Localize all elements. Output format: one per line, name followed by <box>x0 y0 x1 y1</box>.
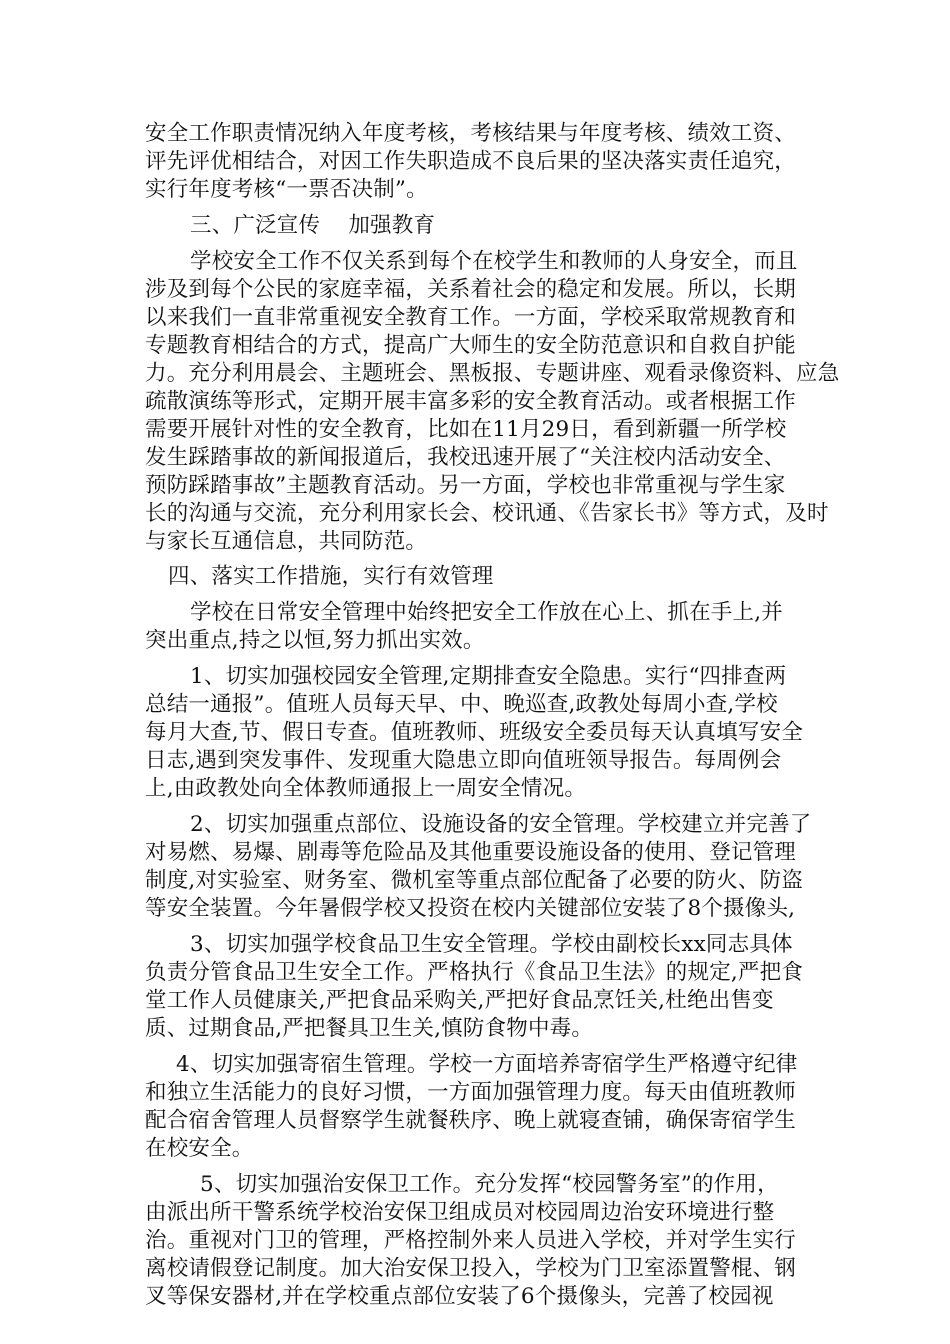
text-line: 治。重视对门卫的管理，严格控制外来人员进入学校，并对学生实行 <box>145 1228 797 1253</box>
section-heading: 四、落实工作措施，实行有效管理 <box>168 564 494 589</box>
text-line: 专题教育相结合的方式，提高广大师生的安全防范意识和自救自护能 <box>145 333 797 358</box>
text-line: 制度,对实验室、财务室、微机室等重点部位配备了必要的防火、防盗 <box>145 868 804 893</box>
text-line: 等安全装置。今年暑假学校又投资在校内关键部位安装了8个摄像头, <box>145 896 796 921</box>
text-line: 总结一通报”。值班人员每天早、中、晚巡查,政教处每周小查,学校 <box>145 692 778 717</box>
text-line: 由派出所干警系统学校治安保卫组成员对校园周边治安环境进行整 <box>145 1200 775 1225</box>
text-line: 预防踩踏事故”主题教育活动。另一方面，学校也非常重视与学生家 <box>145 473 786 498</box>
text-line: 发生踩踏事故的新闻报道后，我校迅速开展了“关注校内活动安全、 <box>145 445 786 470</box>
text-line: 突出重点,持之以恒,努力抓出实效。 <box>145 628 485 653</box>
text-line: 涉及到每个公民的家庭幸福，关系着社会的稳定和发展。所以，长期 <box>145 277 797 302</box>
text-line: 堂工作人员健康关,严把食品采购关,严把好食品烹饪关,杜绝出售变 <box>145 988 774 1013</box>
text-line: 配合宿舍管理人员督察学生就餐秩序、晚上就寝查铺，确保寄宿学生 <box>145 1108 797 1133</box>
text-line: 1、切实加强校园安全管理,定期排查安全隐患。实行“四排查两 <box>190 664 787 689</box>
text-line: 与家长互通信息，共同防范。 <box>145 529 428 554</box>
text-line: 以来我们一直非常重视安全教育工作。一方面，学校采取常规教育和 <box>145 305 797 330</box>
text-line: 质、过期食品,严把餐具卫生关,慎防食物中毒。 <box>145 1016 594 1041</box>
text-line: 对易燃、易爆、剧毒等危险品及其他重要设施设备的使用、登记管理 <box>145 840 797 865</box>
text-line: 学校在日常安全管理中始终把安全工作放在心上、抓在手上,并 <box>190 600 783 625</box>
text-line: 安全工作职责情况纳入年度考核，考核结果与年度考核、绩效工资、 <box>145 121 797 146</box>
text-line: 疏散演练等形式，定期开展丰富多彩的安全教育活动。或者根据工作 <box>145 389 797 414</box>
text-line: 和独立生活能力的良好习惯，一方面加强管理力度。每天由值班教师 <box>145 1080 797 1105</box>
text-line: 每月大查,节、假日专查。值班教师、班级安全委员每天认真填写安全 <box>145 720 804 745</box>
text-line: 力。充分利用晨会、主题班会、黑板报、专题讲座、观看录像资料、应急 <box>145 361 840 386</box>
text-line: 上,由政教处向全体教师通报上一周安全情况。 <box>145 776 587 801</box>
text-line: 负责分管食品卫生安全工作。严格执行《食品卫生法》的规定,严把食 <box>145 960 804 985</box>
text-line: 2、切实加强重点部位、设施设备的安全管理。学校建立并完善了 <box>190 812 812 837</box>
text-line: 学校安全工作不仅关系到每个在校学生和教师的人身安全，而且 <box>190 249 798 274</box>
text-line: 长的沟通与交流，充分利用家长会、校讯通、《告家长书》等方式，及时 <box>145 501 829 526</box>
text-line: 实行年度考核“一票否决制”。 <box>145 177 428 202</box>
text-line: 5、切实加强治安保卫工作。充分发挥“校园警务室”的作用， <box>200 1172 779 1197</box>
text-line: 叉等保安器材,并在学校重点部位安装了6个摄像头，完善了校园视 <box>145 1284 774 1309</box>
text-line: 在校安全。 <box>145 1136 254 1161</box>
text-line: 3、切实加强学校食品卫生安全管理。学校由副校长xx同志具体 <box>190 932 793 957</box>
text-line: 离校请假登记制度。加大治安保卫投入，学校为门卫室添置警棍、钢 <box>145 1256 797 1281</box>
text-line: 4、切实加强寄宿生管理。学校一方面培养寄宿学生严格遵守纪律 <box>176 1052 798 1077</box>
text-line: 日志,遇到突发事件、发现重大隐患立即向值班领导报告。每周例会 <box>145 748 782 773</box>
section-heading: 三、广泛宣传 加强教育 <box>190 213 436 238</box>
text-line: 需要开展针对性的安全教育，比如在11月29日，看到新疆一所学校 <box>145 417 787 442</box>
text-line: 评先评优相结合，对因工作失职造成不良后果的坚决落实责任追究， <box>145 149 797 174</box>
